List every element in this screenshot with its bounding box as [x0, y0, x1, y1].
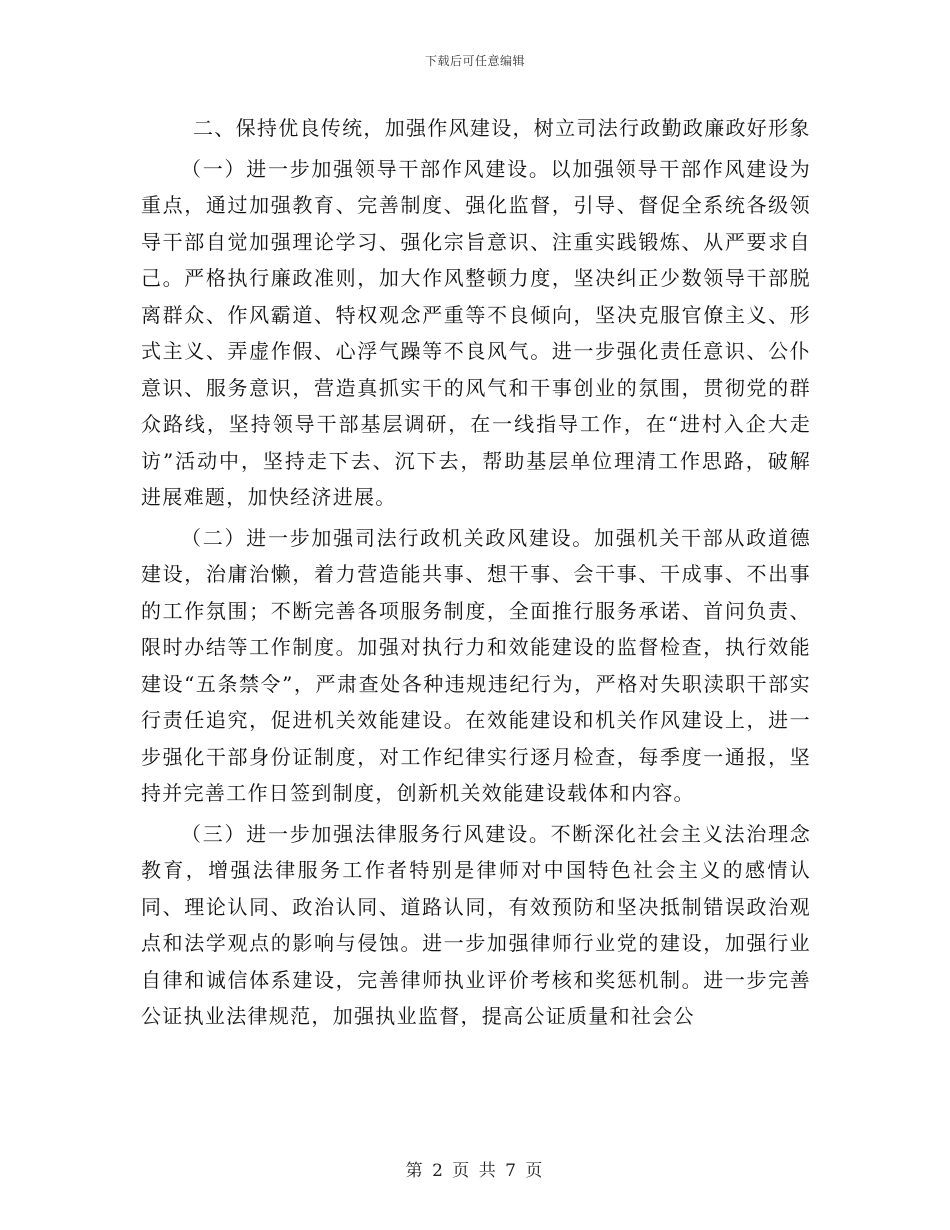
- section-heading: 二、保持优良传统，加强作风建设，树立司法行政勤政廉政好形象: [193, 116, 811, 140]
- paragraph-2: （二）进一步加强司法行政机关政风建设。加强机关干部从政道德建设，治庸治懒，着力营造能共事、想干事、会干事、干成事、不出事的工作氛围；不断完善各项服务制度，全面推行服务承诺、首问负责、限时办结等工作制度。加强对执行力和效能建设的监督检查，执行效能建设“五条禁令”，严肃查处各种违规违纪行为，严格对失职渎职干部实行责任追究，促进机关效能建设。在效能建设和机关作风建设上，进一步强化干部身份证制度，对工作纪律实行逐月检查，每季度一通报，坚持并完善工作日签到制度，创新机关效能建设载体和内容。: [141, 525, 811, 805]
- paragraph-1: （一）进一步加强领导干部作风建设。以加强领导干部作风建设为重点，通过加强教育、完善制度、强化监督，引导、督促全系统各级领导干部自觉加强理论学习、强化宗旨意识、注重实践锻炼、从严要求自己。严格执行廉政准则，加大作风整顿力度，坚决纠正少数领导干部脱离群众、作风霸道、特权观念严重等不良倾向，坚决克服官僚主义、形式主义、弄虚作假、心浮气躁等不良风气。进一步强化责任意识、公仆意识、服务意识，营造真抓实干的风气和干事创业的氛围，贯彻党的群众路线，坚持领导干部基层调研，在一线指导工作，在“进村入企大走访”活动中，坚持走下去、沉下去，帮助基层单位理清工作思路，破解进展难题，加快经济进展。: [141, 156, 811, 509]
- page-header-note: 下载后可任意编辑: [424, 54, 525, 68]
- paragraph-3: （三）进一步加强法律服务行风建设。不断深化社会主义法治理念教育，增强法律服务工作者特别是律师对中国特色社会主义的感情认同、理论认同、政治认同、道路认同，有效预防和坚决抵制错误政治观点和法学观点的影响与侵蚀。进一步加强律师行业党的建设，加强行业自律和诚信体系建设，完善律师执业评价考核和奖惩机制。进一步完善公证执业法律规范，加强执业监督，提高公证质量和社会公: [141, 821, 811, 1028]
- page-number-footer: 第 2 页 共 7 页: [405, 1161, 545, 1181]
- document-body: [141, 110, 811, 1035]
